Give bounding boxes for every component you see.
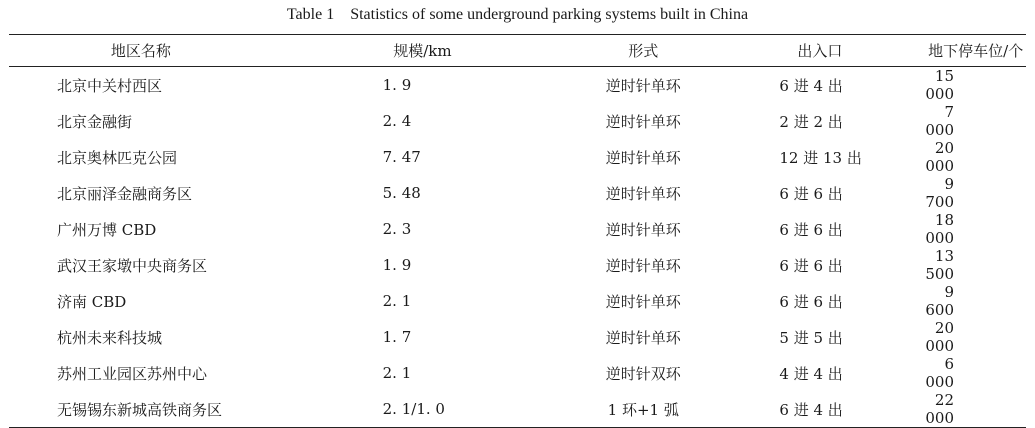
- region-cell: 无锡锡东新城高铁商务区: [9, 391, 273, 428]
- parking-spaces-cell: 15 000: [925, 67, 954, 103]
- region-cell: 济南 CBD: [57, 292, 127, 311]
- table-number: Table 1: [286, 6, 335, 23]
- scale-cell: 2. 1/1. 0: [273, 391, 573, 428]
- table-row: [9, 67, 1026, 104]
- region-cell: 北京丽泽金融商务区: [57, 184, 193, 203]
- table-title: Statistics of some underground parking systems built in China: [350, 6, 749, 23]
- parking-spaces-cell: 9 600: [925, 283, 954, 319]
- form-cell: 逆时针单环: [605, 184, 681, 203]
- entrances-cell: 6 进 6 出: [779, 184, 843, 203]
- region-cell: 北京奥林匹克公园: [57, 148, 178, 167]
- form-cell: 1 环+1 弧: [572, 391, 714, 428]
- parking-spaces-cell: 6 000: [925, 355, 954, 391]
- table-row: [9, 319, 1026, 355]
- scale-cell: 5. 48: [382, 184, 421, 202]
- scale-cell: 7. 47: [382, 148, 421, 166]
- region-cell: 广州万博 CBD: [57, 220, 157, 239]
- table-row: [9, 283, 1026, 319]
- entrances-cell: 6 进 6 出: [779, 292, 843, 311]
- parking-spaces-cell: 18 000: [925, 211, 954, 247]
- form-cell: 逆时针单环: [605, 328, 681, 347]
- form-cell: 逆时针双环: [605, 364, 681, 383]
- scale-cell: 2. 1: [382, 364, 412, 382]
- header-scale: 规模/km: [273, 35, 573, 67]
- table-row: [9, 103, 1026, 139]
- entrances-cell: 12 进 13 出: [779, 148, 862, 167]
- entrances-cell: 6 进 6 出: [779, 220, 843, 239]
- header-form: 形式: [572, 35, 714, 67]
- parking-spaces-cell: 20 000: [925, 319, 954, 355]
- parking-spaces-cell: 13 500: [925, 247, 954, 283]
- form-cell: 逆时针单环: [605, 76, 681, 95]
- scale-cell: 2. 4: [382, 112, 412, 130]
- table-row: [9, 175, 1026, 211]
- entrances-cell: 2 进 2 出: [779, 112, 843, 131]
- table-row: [9, 391, 1026, 428]
- region-cell: 苏州工业园区苏州中心: [57, 364, 208, 383]
- form-cell: 逆时针单环: [605, 148, 681, 167]
- parking-spaces-cell: 7 000: [925, 103, 954, 139]
- table-caption: [0, 6, 1035, 24]
- entrances-cell: 6 进 4 出: [779, 76, 843, 95]
- table-row: [9, 247, 1026, 283]
- header-entrances: 出入口: [714, 35, 925, 67]
- scale-cell: 1. 7: [382, 328, 412, 346]
- scale-cell: 1. 9: [382, 76, 412, 94]
- table-header-row: [9, 35, 1026, 67]
- form-cell: 逆时针单环: [605, 112, 681, 131]
- entrances-cell: 4 进 4 出: [779, 364, 843, 383]
- region-cell: 杭州未来科技城: [57, 328, 163, 347]
- region-cell: 北京中关村西区: [57, 76, 163, 95]
- scale-cell: 1. 9: [382, 256, 412, 274]
- header-region: 地区名称: [9, 35, 273, 67]
- header-parking-spaces: 地下停车位/个: [925, 35, 1026, 67]
- region-cell: 北京金融街: [57, 112, 133, 131]
- parking-systems-table: [9, 34, 1026, 428]
- form-cell: 逆时针单环: [605, 220, 681, 239]
- entrances-cell: 6 进 6 出: [779, 256, 843, 275]
- form-cell: 逆时针单环: [605, 292, 681, 311]
- scale-cell: 2. 1: [382, 292, 412, 310]
- parking-spaces-cell: 9 700: [925, 175, 954, 211]
- entrances-cell: 5 进 5 出: [779, 328, 843, 347]
- table-row: [9, 355, 1026, 391]
- form-cell: 逆时针单环: [605, 256, 681, 275]
- table-row: [9, 139, 1026, 175]
- region-cell: 武汉王家墩中央商务区: [57, 256, 208, 275]
- parking-spaces-cell: 20 000: [925, 139, 954, 175]
- scale-cell: 2. 3: [382, 220, 412, 238]
- parking-spaces-cell: 22 000: [925, 391, 1026, 428]
- table-row: [9, 211, 1026, 247]
- entrances-cell: 6 进 4 出: [714, 391, 925, 428]
